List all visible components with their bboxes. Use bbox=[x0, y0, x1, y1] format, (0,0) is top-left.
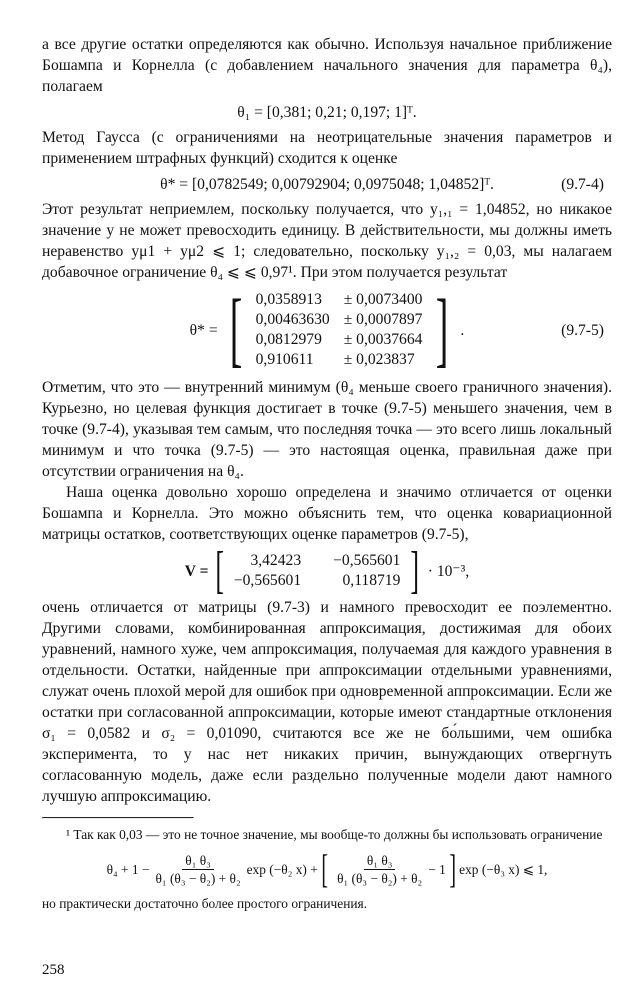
matrix-cell: ± 0,0073400 bbox=[343, 291, 423, 308]
footnote-text: ¹ Так как 0,03 — это не точное значение, мы вообще-то должны бы использовать ограничение bbox=[66, 827, 603, 842]
formula-part-a: θ₄ + 1 − bbox=[106, 861, 150, 877]
v-table bbox=[228, 551, 407, 591]
formula-part-d: exp (−θ₃ x) ⩽ 1, bbox=[459, 861, 548, 877]
theta-star-table bbox=[250, 290, 429, 370]
equation-number-9-7-4: (9.7-4) bbox=[561, 175, 604, 193]
paragraph-6: очень отличается от матрицы (9.7-3) и намного превосходит ее поэлементно. Другими словами, комбинированная аппроксимация, достижимая для обоих уравнений, намного хуже, чем аппроксимация, получаемая для каждого уравнения в отдельности. Остатки, найденные при аппроксимации отдельными уравнениями, служат очень плохой мерой для ошибок при одновременной аппроксимации. Если же остатки при согласованной аппроксимации, которые имеют стандартные отклонения σ₁ = 0,0582 и σ₂ = 0,01090, считаются все же не бо́льшими, чем ошибка эксперимента, то у нас нет никаких причин, вынуждающих отвергнуть согласованную модель, даже если раздельно полученные модели дают намного лучшую аппроксимацию. bbox=[42, 599, 612, 805]
fraction-denominator: θ₁ (θ₃ − θ₂) + θ₂ bbox=[155, 870, 241, 886]
footnote-tail: но практически достаточно более простого ограничения. bbox=[42, 896, 368, 911]
matrix-cell: 0,0358913 bbox=[255, 291, 322, 308]
matrix-cell: 3,42423 bbox=[250, 552, 302, 569]
paragraph-3: Этот результат неприемлем, поскольку получается, что y₁,₁ = 1,04852, но никакое значение y не может превосходить единицу. В действительности, мы должны иметь неравенство yμ1 + yμ2 ⩽ 1; следовательно, поскольку y₁,₂ = 0,03, мы налагаем добавочное ограничение θ₄ ⩽ ⩽ 0,97¹. При этом получается результат bbox=[42, 201, 612, 281]
fraction-numerator: θ₁ θ₃ bbox=[364, 852, 396, 870]
equation-theta1 bbox=[42, 97, 612, 127]
formula-part-b: exp (−θ₂ x) + bbox=[246, 861, 318, 877]
equation-v-matrix bbox=[42, 542, 612, 599]
matrix-cell: 0,0812979 bbox=[255, 331, 322, 348]
matrix-row bbox=[250, 330, 429, 350]
matrix-cell: ± 0,0007897 bbox=[343, 311, 423, 328]
matrix-cell: ± 0,023837 bbox=[343, 351, 415, 368]
left-bracket: [ bbox=[214, 542, 224, 599]
right-bracket: ] bbox=[410, 542, 420, 599]
equation-9-7-4 bbox=[42, 169, 612, 199]
formula-part-c: − 1 bbox=[428, 861, 446, 877]
matrix-label: θ* = bbox=[189, 321, 218, 339]
formula-left-bracket: [ bbox=[321, 846, 328, 891]
right-bracket: ] bbox=[436, 283, 449, 376]
matrix-cell: ± 0,0037664 bbox=[343, 331, 423, 348]
theta-star-matrix bbox=[222, 283, 457, 376]
matrix-cell: 0,00463630 bbox=[255, 311, 330, 328]
equation-theta1-text: θ₁ = [0,381; 0,21; 0,197; 1]ᵀ. bbox=[237, 103, 417, 121]
page-number: 258 bbox=[42, 962, 65, 978]
matrix-row bbox=[228, 551, 407, 571]
matrix-row bbox=[250, 310, 429, 330]
matrix-cell: 0,910611 bbox=[255, 351, 314, 368]
matrix-cell: 0,118719 bbox=[342, 572, 401, 589]
equation-9-7-5 bbox=[42, 283, 612, 377]
matrix-row bbox=[250, 350, 429, 370]
left-bracket: [ bbox=[229, 283, 242, 376]
footnote-formula bbox=[42, 844, 612, 894]
formula-right-bracket: ] bbox=[449, 846, 456, 891]
v-label: V = bbox=[184, 562, 209, 580]
formula-fraction-2 bbox=[334, 852, 425, 887]
paragraph-5: Наша оценка довольно хорошо определена и значимо отличается от оценки Бошампа и Корнелла. Это можно объяснить тем, что оценка ковариационной матрицы остатков, соответствующих оценке параметров (9.7-5), bbox=[42, 484, 612, 543]
v-matrix bbox=[211, 542, 424, 599]
formula-fraction-1 bbox=[153, 852, 244, 887]
matrix-row bbox=[250, 290, 429, 310]
paragraph-4: Отметим, что это — внутренний минимум (θ₄ меньше своего граничного значения). Курьезно, но целевая функция достигает в точке (9.7-5) меньшего значения, чем в точке (9.7-4), указывая тем самым, что последняя точка — это всего лишь локальный минимум и что точка (9.7-5) — это настоящая оценка, правильная даже при отсутствии ограничения на θ₄. bbox=[42, 379, 612, 480]
fraction-numerator: θ₁ θ₃ bbox=[182, 852, 214, 870]
main-text-column bbox=[42, 34, 612, 913]
paragraph-1: а все другие остатки определяются как обычно. Используя начальное приближение Бошампа и Корнелла (с добавлением начального значения для параметра θ₄), полагаем bbox=[42, 36, 612, 95]
matrix-cell: −0,565601 bbox=[233, 572, 302, 589]
v-suffix: · 10⁻³, bbox=[427, 562, 470, 580]
fraction-denominator: θ₁ (θ₃ − θ₂) + θ₂ bbox=[337, 870, 423, 886]
matrix-cell: −0,565601 bbox=[333, 552, 401, 569]
matrix-period: . bbox=[460, 321, 465, 339]
equation-9-7-4-text: θ* = [0,0782549; 0,00792904; 0,0975048; 1,04852]ᵀ. bbox=[160, 175, 494, 193]
equation-number-9-7-5: (9.7-5) bbox=[561, 321, 604, 339]
paragraph-2: Метод Гаусса (с ограничениями на неотрицательные значения параметров и применением штрафных функций) сходится к оценке bbox=[42, 129, 612, 167]
matrix-row bbox=[228, 571, 407, 591]
